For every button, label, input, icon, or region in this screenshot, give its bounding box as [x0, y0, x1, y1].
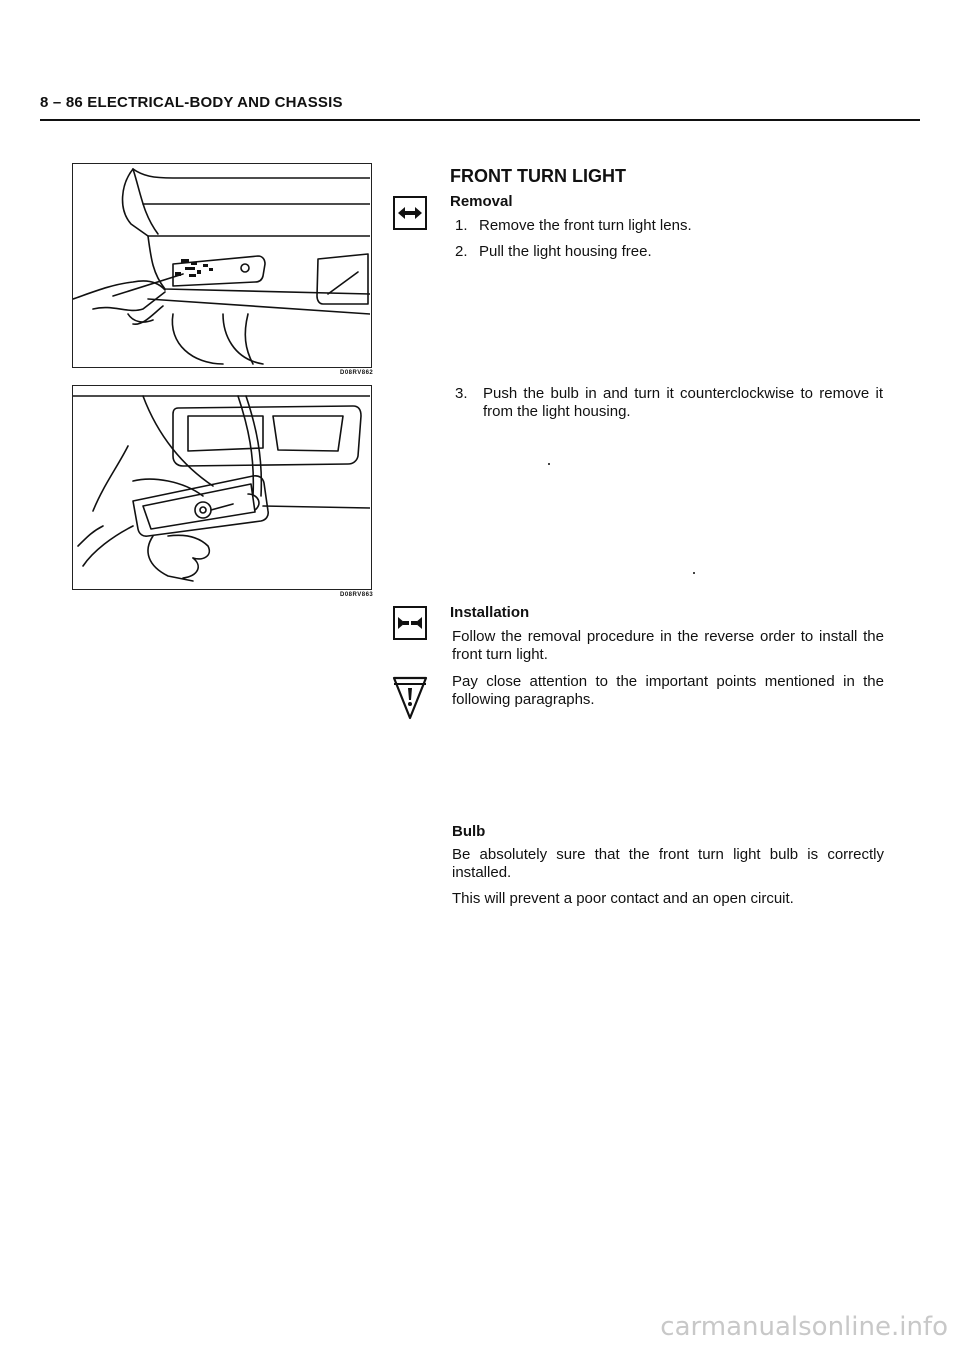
step-number: 2. — [455, 243, 468, 260]
step-number: 1. — [455, 217, 468, 234]
installation-heading: Installation — [450, 604, 530, 621]
figure-lens-removal — [72, 163, 372, 368]
lens-removal-illustration — [73, 164, 370, 366]
removal-step-2 — [455, 243, 895, 261]
watermark: carmanualsonline.info — [660, 1312, 948, 1342]
figure-code-1: D08RV862 — [340, 370, 374, 376]
removal-icon — [393, 196, 427, 230]
figure-code-2: D08RV863 — [340, 592, 374, 598]
removal-heading: Removal — [450, 193, 513, 210]
caution-text: Pay close attention to the important points mentioned in the following paragraphs. — [452, 673, 884, 708]
bulb-text-1: Be absolutely sure that the front turn light bulb is correctly installed. — [452, 846, 884, 881]
section-title: FRONT TURN LIGHT — [450, 166, 626, 186]
bulb-removal-illustration — [73, 386, 370, 588]
bulb-heading: Bulb — [452, 823, 486, 840]
installation-text: Follow the removal procedure in the reverse order to install the front turn light. — [452, 628, 884, 663]
step-text: Pull the light housing free. — [479, 243, 652, 260]
step-text: Remove the front turn light lens. — [479, 217, 692, 234]
removal-step-1 — [455, 217, 895, 235]
installation-icon — [393, 606, 427, 640]
scan-speck — [548, 463, 550, 465]
caution-icon — [392, 676, 428, 725]
figure-bulb-removal — [72, 385, 372, 590]
bulb-text-2: This will prevent a poor contact and an open circuit. — [452, 890, 794, 907]
page-header: 8 – 86 ELECTRICAL-BODY AND CHASSIS — [40, 94, 343, 111]
step-number: 3. — [455, 385, 468, 402]
header-rule — [40, 119, 920, 121]
step-text: Push the bulb in and turn it counterclockwise to remove it from the light housing. — [483, 385, 883, 420]
scan-speck — [693, 572, 695, 574]
removal-step-3 — [455, 385, 895, 421]
